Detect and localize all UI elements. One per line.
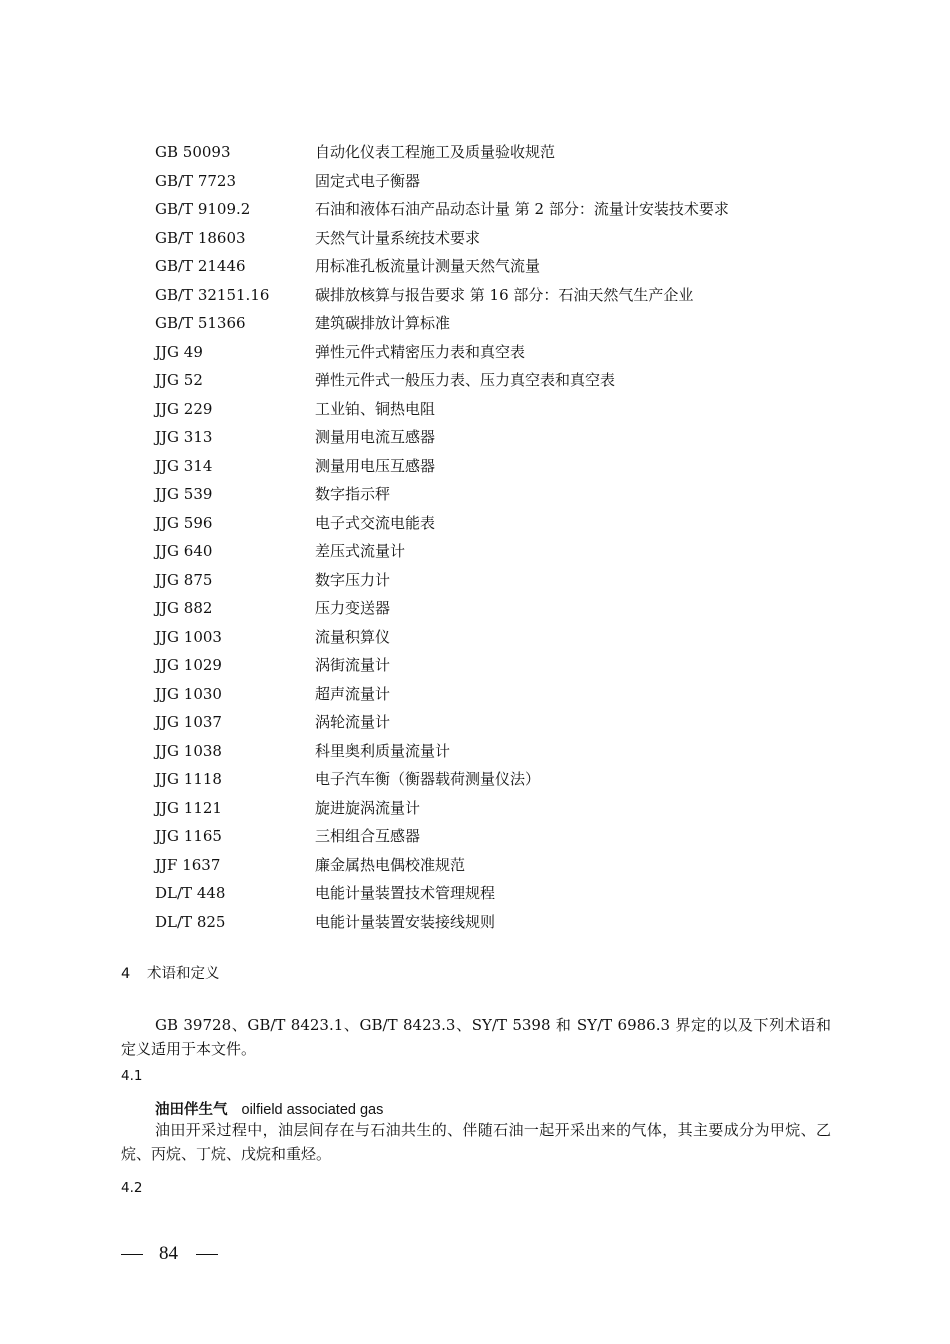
reference-code: JJG 1003	[155, 627, 222, 646]
reference-row	[155, 480, 855, 509]
reference-code: GB/T 9109.2	[155, 200, 251, 218]
reference-code: GB/T 7723	[155, 171, 237, 190]
reference-row	[155, 395, 855, 424]
reference-code: GB/T 32151.16	[155, 285, 270, 304]
reference-title: 电子式交流电能表	[315, 513, 436, 532]
reference-title: 自动化仪表工程施工及质量验收规范	[315, 143, 556, 161]
normative-reference-list	[155, 138, 855, 936]
reference-row	[155, 908, 855, 937]
reference-code: GB 50093	[155, 143, 231, 161]
clause-4-1-number: 4.1	[121, 1068, 143, 1084]
reference-row	[155, 224, 855, 253]
reference-row	[155, 167, 855, 196]
reference-code: JJG 229	[155, 399, 213, 418]
reference-title: 测量用电压互感器	[315, 456, 436, 475]
reference-code: JJG 1165	[155, 827, 222, 845]
reference-code: JJG 313	[155, 428, 213, 446]
reference-title: 弹性元件式一般压力表、压力真空表和真空表	[315, 371, 616, 389]
reference-title: 旋进旋涡流量计	[315, 798, 421, 817]
reference-title: 流量积算仪	[315, 627, 391, 646]
reference-row	[155, 452, 855, 481]
reference-row	[155, 566, 855, 595]
reference-title: 超声流量计	[315, 684, 391, 703]
reference-title: 科里奥利质量流量计	[315, 741, 451, 760]
section-4-heading	[121, 962, 220, 983]
reference-title: 三相组合互感器	[315, 827, 421, 845]
reference-title: 涡街流量计	[315, 656, 391, 674]
reference-code: JJG 314	[155, 456, 213, 475]
reference-row	[155, 765, 855, 794]
reference-code: JJG 875	[155, 570, 213, 589]
reference-row	[155, 537, 855, 566]
section-4-intro-paragraph: GB 39728、GB/T 8423.1、GB/T 8423.3、SY/T 5398 和 SY/T 6986.3 界定的以及下列术语和定义适用于本文件。	[121, 1016, 831, 1058]
reference-title: 石油和液体石油产品动态计量 第 2 部分：流量计安装技术要求	[315, 200, 729, 218]
reference-title: 天然气计量系统技术要求	[315, 228, 481, 247]
reference-row	[155, 252, 855, 281]
reference-title: 数字压力计	[315, 570, 391, 589]
page-number: 84	[159, 1243, 178, 1264]
reference-row	[155, 623, 855, 652]
reference-code: JJG 1118	[155, 770, 222, 788]
reference-code: JJG 1121	[155, 798, 222, 817]
reference-title: 电能计量装置技术管理规程	[315, 884, 496, 902]
reference-title: 数字指示秤	[315, 485, 391, 503]
reference-title: 建筑碳排放计算标准	[315, 314, 451, 332]
reference-row	[155, 851, 855, 880]
reference-code: GB/T 18603	[155, 228, 246, 247]
term-definition: 油田开采过程中，油层间存在与石油共生的、伴随石油一起开采出来的气体，其主要成分为甲烷、乙烷、丙烷、丁烷、戊烷和重烃。	[121, 1121, 831, 1163]
reference-row	[155, 509, 855, 538]
reference-title: 电能计量装置安装接线规则	[315, 912, 496, 931]
reference-title: 固定式电子衡器	[315, 171, 421, 190]
reference-row	[155, 737, 855, 766]
clause-4-2-number: 4.2	[121, 1180, 143, 1196]
reference-code: JJG 640	[155, 542, 213, 560]
reference-code: JJG 596	[155, 513, 213, 532]
term-english: oilfield associated gas	[241, 1102, 384, 1118]
reference-code: DL/T 448	[155, 884, 226, 902]
reference-row	[155, 338, 855, 367]
reference-title: 电子汽车衡（衡器载荷测量仪法）	[315, 770, 541, 788]
reference-code: GB/T 51366	[155, 314, 246, 332]
reference-code: JJG 49	[155, 342, 203, 361]
reference-title: 工业铂、铜热电阻	[315, 399, 436, 418]
reference-code: JJG 1037	[155, 713, 222, 731]
reference-code: GB/T 21446	[155, 257, 246, 275]
reference-row	[155, 879, 855, 908]
reference-code: JJG 539	[155, 485, 213, 503]
reference-row	[155, 651, 855, 680]
footer-dash-left	[121, 1254, 143, 1255]
reference-row	[155, 680, 855, 709]
term-chinese: 油田伴生气	[155, 1102, 228, 1118]
reference-title: 廉金属热电偶校准规范	[315, 855, 466, 874]
reference-row	[155, 366, 855, 395]
reference-row	[155, 309, 855, 338]
reference-title: 涡轮流量计	[315, 713, 391, 731]
reference-title: 用标准孔板流量计测量天然气流量	[315, 257, 541, 275]
reference-code: JJG 1038	[155, 741, 222, 760]
reference-code: JJG 1030	[155, 684, 222, 703]
reference-row	[155, 794, 855, 823]
section-title: 术语和定义	[147, 966, 220, 982]
reference-row	[155, 822, 855, 851]
reference-row	[155, 138, 855, 167]
reference-title: 测量用电流互感器	[315, 428, 436, 446]
reference-code: DL/T 825	[155, 912, 226, 931]
reference-code: JJG 882	[155, 599, 213, 617]
reference-title: 压力变送器	[315, 599, 391, 617]
reference-row	[155, 708, 855, 737]
reference-row	[155, 423, 855, 452]
reference-code: JJG 52	[155, 371, 203, 389]
reference-title: 差压式流量计	[315, 542, 406, 560]
reference-row	[155, 594, 855, 623]
reference-title: 碳排放核算与报告要求 第 16 部分：石油天然气生产企业	[315, 285, 694, 304]
page-footer	[121, 1243, 218, 1265]
reference-row	[155, 281, 855, 310]
reference-code: JJF 1637	[155, 855, 221, 874]
reference-code: JJG 1029	[155, 656, 222, 674]
reference-row	[155, 195, 855, 224]
footer-dash-right	[196, 1254, 218, 1255]
reference-title: 弹性元件式精密压力表和真空表	[315, 342, 526, 361]
section-number: 4	[121, 966, 131, 982]
term-entry	[155, 1098, 383, 1119]
